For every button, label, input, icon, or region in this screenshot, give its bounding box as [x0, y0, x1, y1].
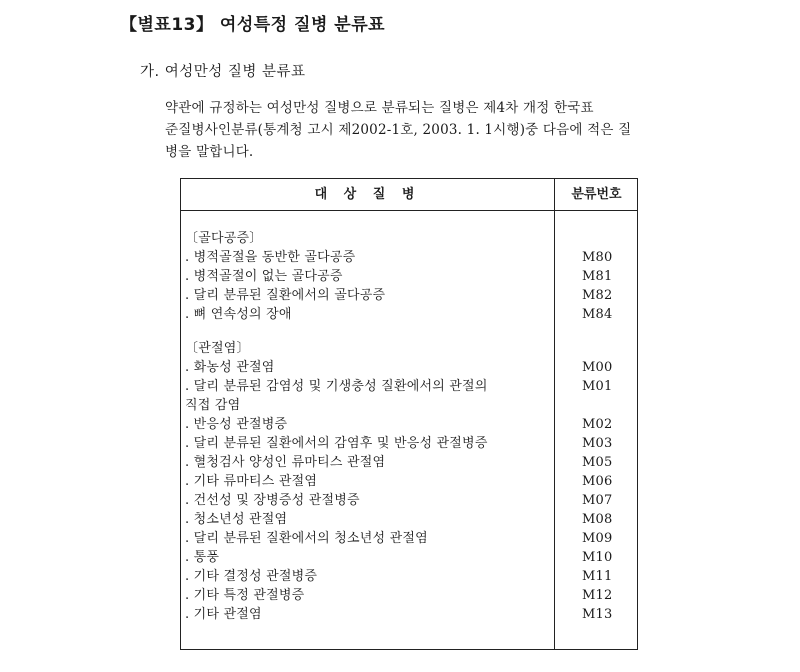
disease-name: . 달리 분류된 감염성 및 기생충성 질환에서의 관절의 직접 감염 — [185, 379, 488, 413]
disease-name: . 반응성 관절병증 — [185, 417, 288, 432]
disease-name: . 기타 특정 관절병증 — [185, 588, 305, 603]
section-heading: 가. 여성만성 질병 분류표 — [140, 64, 306, 80]
classification-code: M03 — [582, 436, 613, 451]
classification-code: M01 — [582, 379, 613, 394]
table-row — [185, 472, 635, 491]
disease-name: . 기타 관절염 — [185, 607, 262, 622]
table-row — [185, 286, 635, 305]
disease-name: . 기타 류마티스 관절염 — [185, 474, 318, 489]
category-label: 〔관절염〕 — [185, 341, 250, 356]
classification-code: M82 — [582, 288, 613, 303]
header-disease: 대 상 질 병 — [314, 187, 421, 202]
table-row — [185, 267, 635, 286]
disease-name: . 달리 분류된 질환에서의 감염후 및 반응성 관절병증 — [185, 436, 488, 451]
classification-code: M02 — [582, 417, 613, 432]
table-row — [185, 377, 635, 415]
disease-name: . 달리 분류된 질환에서의 골다공증 — [185, 288, 386, 303]
classification-code: M10 — [582, 550, 613, 565]
table-header-row — [181, 179, 637, 211]
disease-name: . 건선성 및 장병증성 관절병증 — [185, 493, 360, 508]
header-code: 분류번호 — [571, 187, 622, 202]
intro-paragraph — [165, 97, 680, 163]
table-row — [185, 453, 635, 472]
classification-code: M13 — [582, 607, 613, 622]
table-row — [185, 248, 635, 267]
page-heading: 【별표13】 여성특정 질병 분류표 — [120, 15, 386, 35]
disease-name: . 달리 분류된 질환에서의 청소년성 관절염 — [185, 531, 428, 546]
disease-name: . 병적골절이 없는 골다공증 — [185, 269, 343, 284]
disease-name: . 청소년성 관절염 — [185, 512, 288, 527]
disease-name: . 혈청검사 양성인 류마티스 관절염 — [185, 455, 386, 470]
table-row — [185, 415, 635, 434]
table-row — [185, 491, 635, 510]
classification-code: M05 — [582, 455, 613, 470]
table-row — [185, 605, 635, 624]
classification-code: M81 — [582, 269, 613, 284]
intro-line: 병을 말합니다. — [165, 144, 254, 160]
classification-code: M84 — [582, 307, 613, 322]
classification-code: M09 — [582, 531, 613, 546]
classification-code: M06 — [582, 474, 613, 489]
disease-name: . 화농성 관절염 — [185, 360, 275, 375]
disease-name: . 병적골절을 동반한 골다공증 — [185, 250, 356, 265]
classification-code: M12 — [582, 588, 613, 603]
table-row — [185, 510, 635, 529]
table-row — [185, 434, 635, 453]
table-row — [185, 586, 635, 605]
classification-code: M07 — [582, 493, 613, 508]
table-row — [185, 305, 635, 324]
intro-line: 약관에 규정하는 여성만성 질병으로 분류되는 질병은 제4차 개정 한국표 — [165, 100, 594, 116]
group-spacer — [185, 324, 635, 339]
table-body — [185, 229, 635, 624]
disease-name: . 뼈 연속성의 장애 — [185, 307, 292, 322]
table-row — [185, 529, 635, 548]
category-label: 〔골다공증〕 — [185, 231, 263, 246]
intro-line: 준질병사인분류(통계청 고시 제2002-1호, 2003. 1. 1시행)중 다음에 적은 질 — [165, 122, 632, 138]
table-row — [185, 567, 635, 586]
disease-name: . 통풍 — [185, 550, 220, 565]
classification-code: M08 — [582, 512, 613, 527]
classification-code: M00 — [582, 360, 613, 375]
classification-code: M80 — [582, 250, 613, 265]
disease-classification-table — [180, 178, 638, 650]
table-row — [185, 358, 635, 377]
disease-name: . 기타 결정성 관절병증 — [185, 569, 318, 584]
table-row — [185, 548, 635, 567]
classification-code: M11 — [582, 569, 613, 584]
